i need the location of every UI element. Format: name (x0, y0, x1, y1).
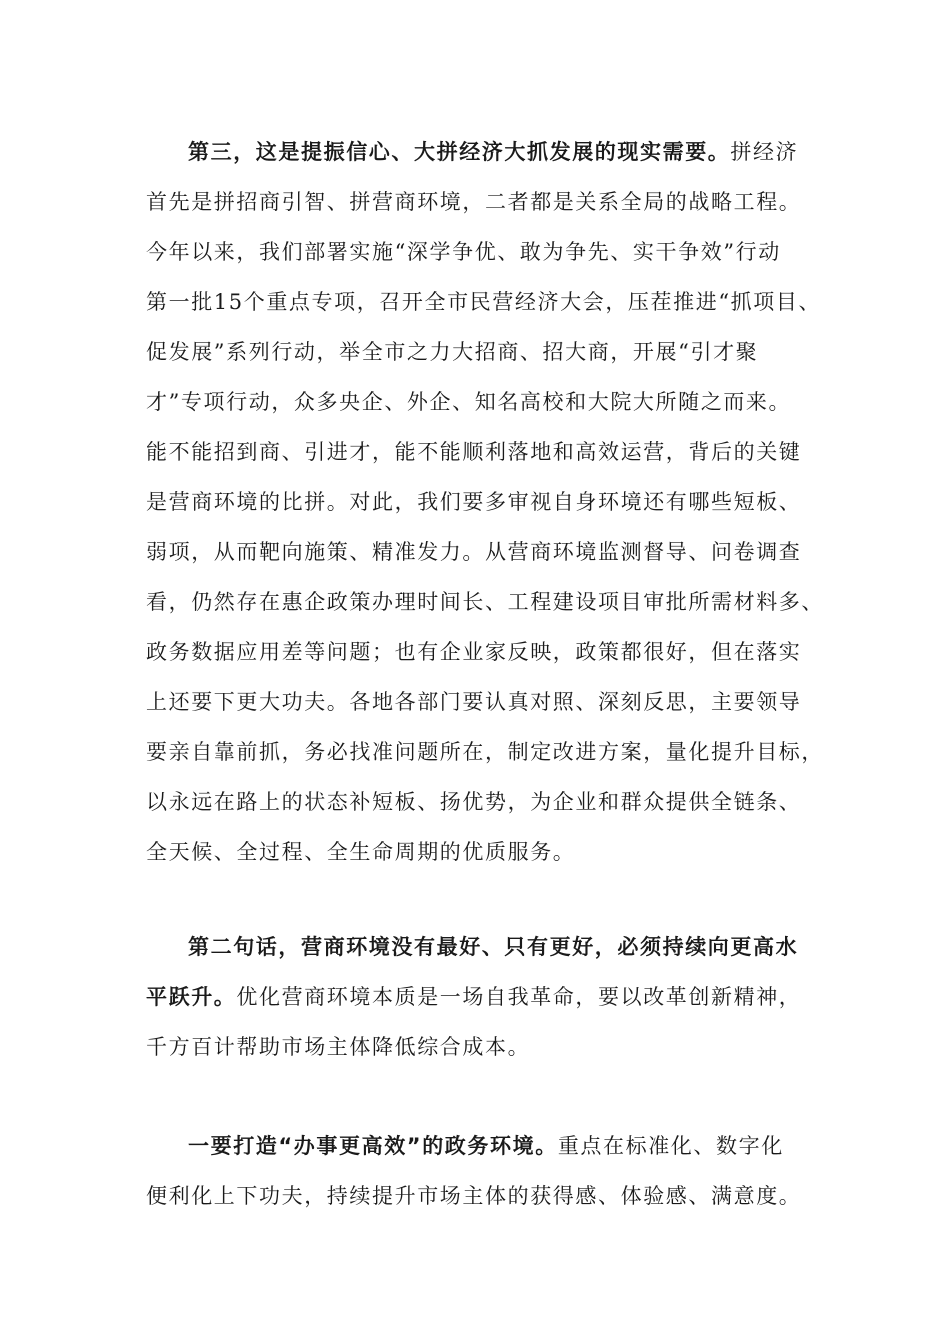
text-line: 今年以来，我们部署实施“深学争优、敢为争先、实干争效”行动 (146, 240, 781, 264)
paragraph-third-need (146, 127, 826, 877)
text-line: 能不能招到商、引进才，能不能顺利落地和高效运营，背后的关键 (146, 440, 802, 464)
paragraph-second-sentence (146, 922, 826, 1072)
text-line: 全天候、全过程、全生命周期的优质服务。 (146, 840, 576, 864)
line-text: 重点在标准化、数字化 (557, 1134, 784, 1158)
text-line: 上还要下更大功夫。各地各部门要认真对照、深刻反思，主要领导 (146, 690, 802, 714)
line-text: 拼经济 (730, 140, 799, 164)
text-line: 促发展”系列行动，举全市之力大招商、招大商，开展“引才聚 (146, 340, 759, 364)
paragraph-efficient-government (146, 1121, 826, 1221)
text-line: 首先是拼招商引智、拼营商环境，二者都是关系全局的战略工程。 (146, 190, 802, 214)
line-text: 优化营商环境本质是一场自我革命，要以改革创新精神， (236, 985, 802, 1009)
bold-heading: 第二句话，营商环境没有最好、只有更好，必须持续向更高水 (188, 935, 799, 959)
text-line (146, 972, 826, 1022)
text-line: 看，仍然存在惠企政策办理时间长、工程建设项目审批所需材料多、 (146, 590, 824, 614)
text-line (146, 127, 826, 177)
text-line: 要亲自靠前抓，务必找准问题所在，制定改进方案，量化提升目标， (146, 740, 824, 764)
bold-heading: 一要打造“办事更高效”的政务环境。 (188, 1134, 558, 1158)
bold-heading: 第三，这是提振信心、大拼经济大抓发展的现实需要。 (188, 140, 731, 164)
text-line: 政务数据应用差等问题；也有企业家反映，政策都很好，但在落实 (146, 640, 802, 664)
text-line: 第一批15个重点专项，召开全市民营经济大会，压茬推进“抓项目、 (146, 290, 822, 314)
bold-heading: 平跃升。 (146, 985, 237, 1009)
text-line (146, 1121, 826, 1171)
text-line: 以永远在路上的状态补短板、扬优势，为企业和群众提供全链条、 (146, 790, 802, 814)
text-line: 是营商环境的比拼。对此，我们要多审视自身环境还有哪些短板、 (146, 490, 802, 514)
text-line: 千方百计帮助市场主体降低综合成本。 (146, 1035, 531, 1059)
text-line: 弱项，从而靶向施策、精准发力。从营商环境监测督导、问卷调查 (146, 540, 802, 564)
text-line: 便利化上下功夫，持续提升市场主体的获得感、体验感、满意度。 (146, 1184, 802, 1208)
text-line: 才”专项行动，众多央企、外企、知名高校和大院大所随之而来。 (146, 390, 792, 414)
